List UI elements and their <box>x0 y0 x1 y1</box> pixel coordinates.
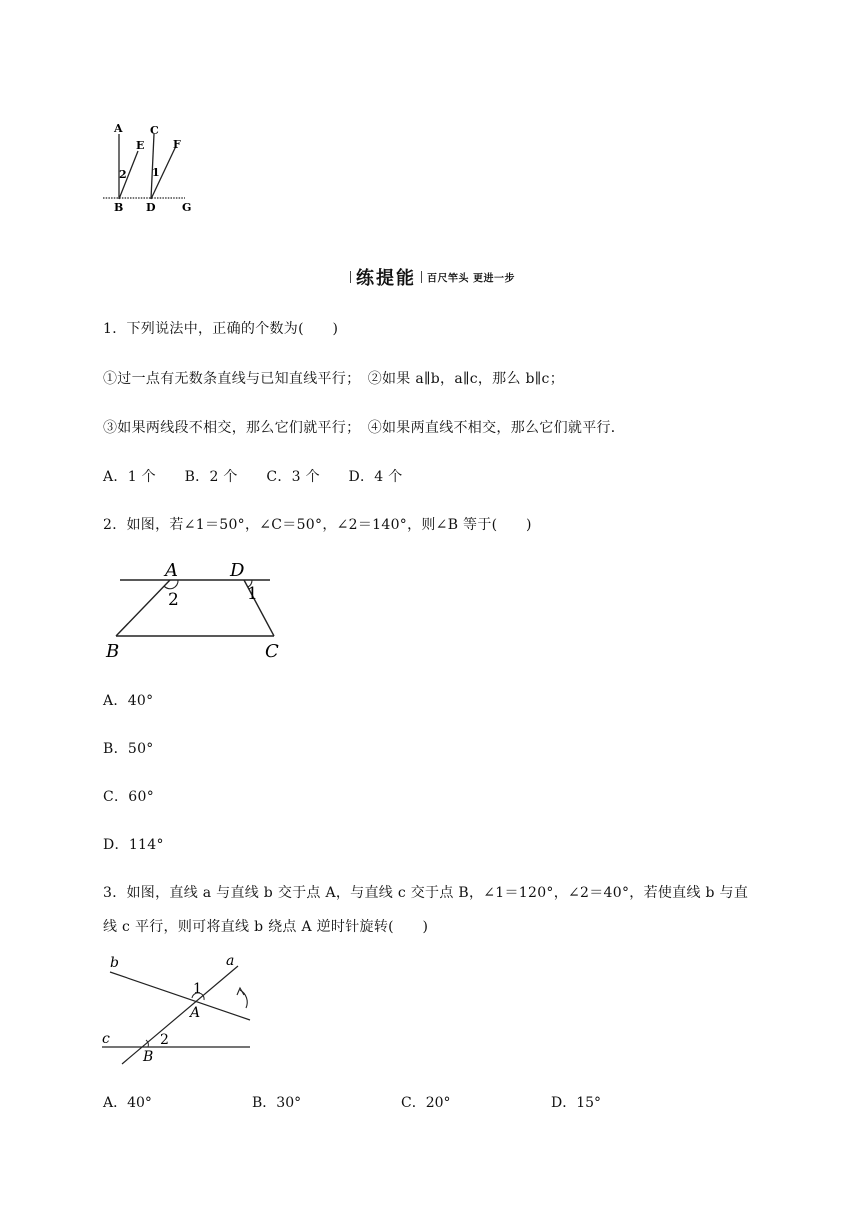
label-B: B <box>114 201 124 214</box>
q3-option-b: B．30° <box>252 1095 302 1111</box>
q3-stem-line-1: 3．如图，直线 a 与直线 b 交于点 A，与直线 c 交于点 B，∠1＝120°，∠2＝40°，若使直线 b 与直 <box>103 885 749 901</box>
q3-option-c: C．20° <box>401 1095 451 1111</box>
label-D: D <box>146 201 156 214</box>
label-angle-1: 1 <box>247 584 258 604</box>
section-header <box>0 264 860 290</box>
q3-option-a: A．40° <box>103 1095 152 1111</box>
label-b: b <box>110 955 119 971</box>
label-C: C <box>150 124 159 137</box>
divider-right <box>421 271 422 283</box>
label-B: B <box>106 641 120 662</box>
label-angle-2: 2 <box>119 168 127 181</box>
label-A: A <box>114 122 123 135</box>
q1-stem: 1．下列说法中，正确的个数为( ) <box>103 321 339 337</box>
q2-option-b: B．50° <box>103 741 154 757</box>
q1-statement-line-2: ③如果两线段不相交，那么它们就平行； ④如果两直线不相交，那么它们就平行． <box>103 420 626 436</box>
divider-left <box>350 271 351 283</box>
label-B: B <box>143 1049 154 1065</box>
label-angle-1: 1 <box>152 166 160 179</box>
label-A: A <box>165 560 178 581</box>
q2-stem: 2．如图，若∠1＝50°，∠C＝50°，∠2＝140°，则∠B 等于( ) <box>103 517 532 533</box>
label-A: A <box>190 1005 201 1021</box>
label-a: a <box>226 953 235 969</box>
figure-rotating-line <box>100 950 260 1068</box>
section-subtitle: 百尺竿头 更进一步 <box>427 273 515 285</box>
q3-stem-line-2: 线 c 平行，则可将直线 b 绕点 A 逆时针旋转( ) <box>103 919 429 935</box>
q2-option-c: C．60° <box>103 789 155 805</box>
figure-parallel-rays <box>100 118 210 218</box>
q2-option-a: A．40° <box>103 693 154 709</box>
figure-trapezoid <box>104 556 294 662</box>
label-F: F <box>173 138 181 151</box>
label-D: D <box>230 560 245 581</box>
q3-option-d: D．15° <box>551 1095 602 1111</box>
label-E: E <box>136 139 145 152</box>
label-angle-1: 1 <box>193 981 202 997</box>
label-G: G <box>182 201 192 214</box>
section-title: 练提能 <box>356 268 416 289</box>
q2-option-d: D．114° <box>103 837 164 853</box>
label-C: C <box>265 641 279 662</box>
label-angle-2: 2 <box>160 1032 169 1048</box>
q1-options: A．1 个 B．2 个 C．3 个 D．4 个 <box>103 469 403 485</box>
label-c: c <box>102 1031 110 1047</box>
q1-statement-line-1: ①过一点有无数条直线与已知直线平行； ②如果 a∥b，a∥c，那么 b∥c； <box>103 371 564 387</box>
label-angle-2: 2 <box>168 590 179 610</box>
